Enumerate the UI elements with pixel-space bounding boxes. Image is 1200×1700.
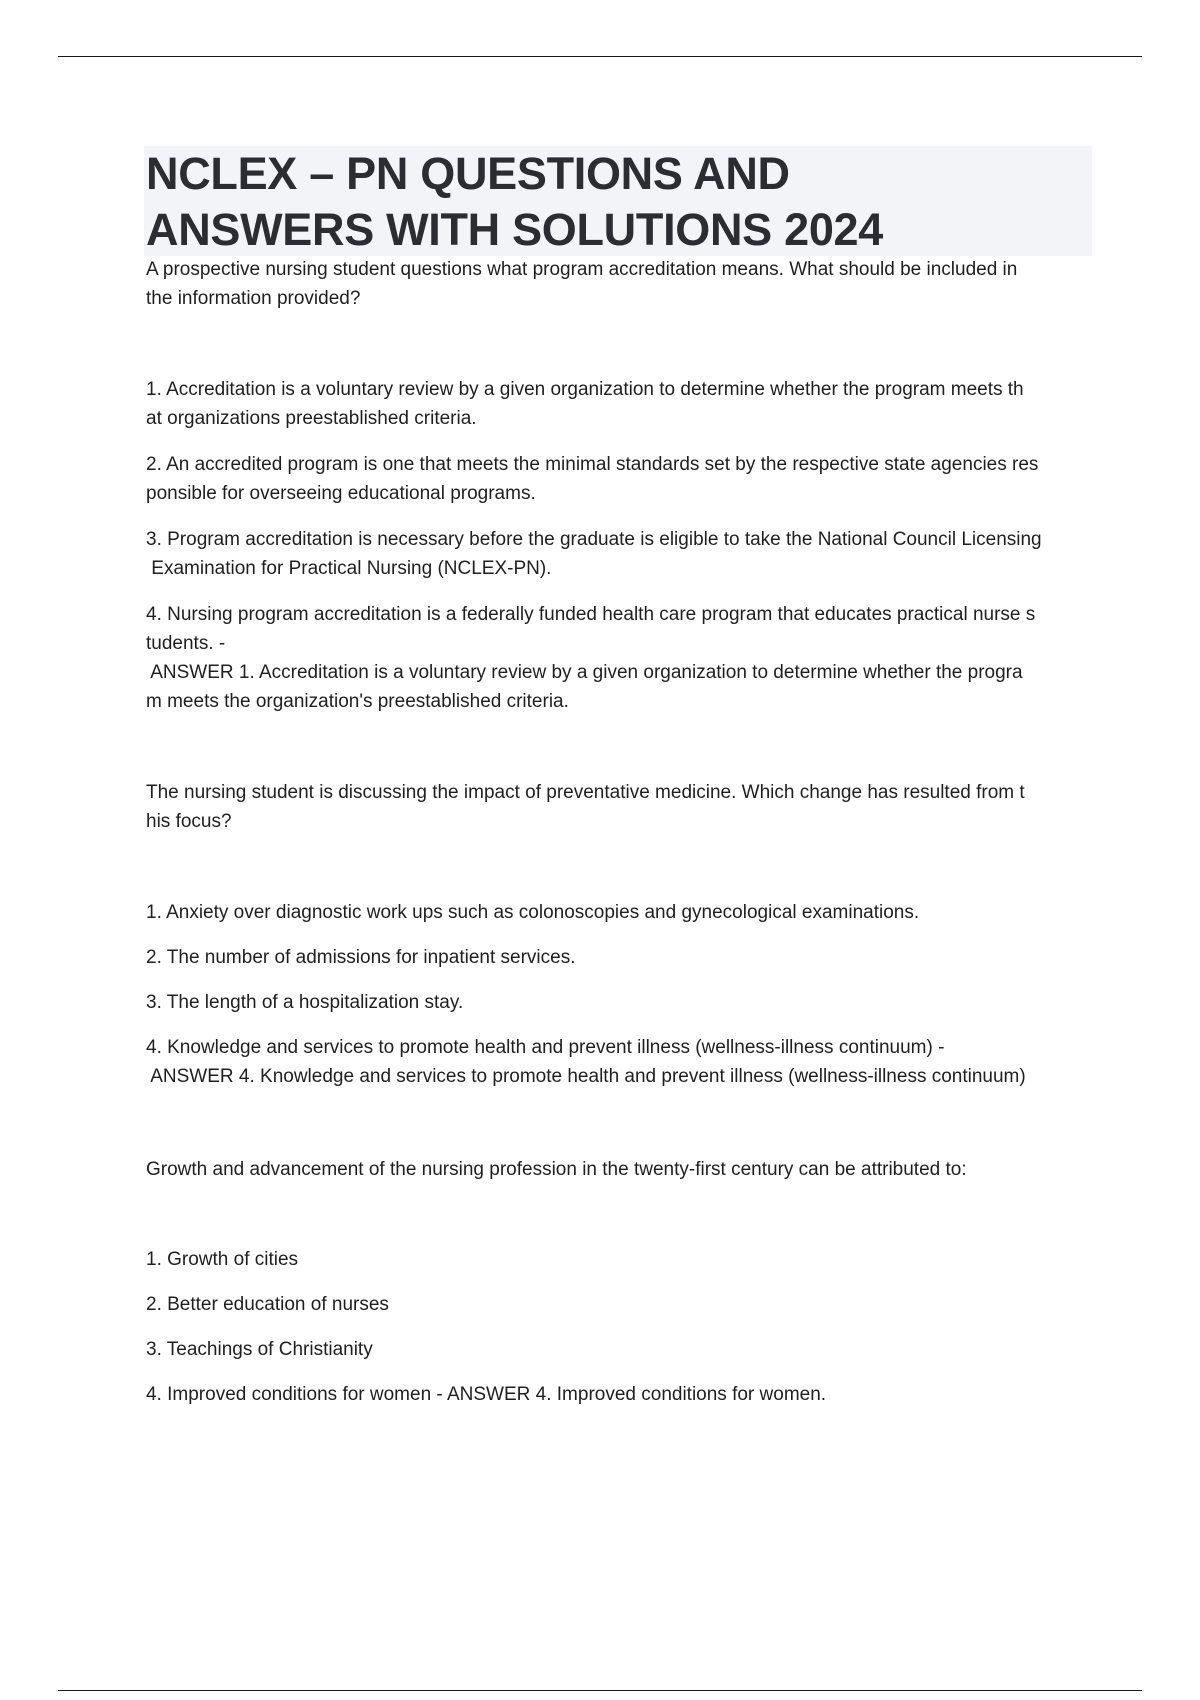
question-1-option-4: 4. Nursing program accreditation is a federally funded health care program that educates practical nurse s tudents. - ANSWER 1. Accreditation is a voluntary review by a given organization to determine whether the progra m meets the organization's preestablished criteria. <box>146 604 1036 712</box>
question-3-option-2: 2. Better education of nurses <box>146 1294 389 1315</box>
document-title <box>146 146 1106 258</box>
bottom-rule <box>58 1690 1142 1691</box>
question-1-option-2: 2. An accredited program is one that meets the minimal standards set by the respective state agencies res ponsible for overseeing educational programs. <box>146 454 1039 504</box>
question-2-option-3: 3. The length of a hospitalization stay. <box>146 992 464 1013</box>
question-1-option-3: 3. Program accreditation is necessary before the graduate is eligible to take the National Council Licensing Examination for Practical Nursing (NCLEX-PN). <box>146 529 1042 579</box>
question-3-option-1: 1. Growth of cities <box>146 1249 299 1270</box>
question-2-option-2: 2. The number of admissions for inpatient services. <box>146 947 576 968</box>
question-3-option-3: 3. Teachings of Christianity <box>146 1339 373 1360</box>
question-1-answer: ANSWER 1. Accreditation is a voluntary review by a given organization to determine whether the progra <box>146 662 1023 683</box>
question-2-option-4: 4. Knowledge and services to promote health and prevent illness (wellness-illness continuum) - ANSWER 4. Knowledge and services to promote health and prevent illness (wellness-illness continuum) <box>146 1037 1026 1087</box>
question-2-option-1: 1. Anxiety over diagnostic work ups such as colonoscopies and gynecological examinations. <box>146 902 920 923</box>
question-3-stem: Growth and advancement of the nursing profession in the twenty-first century can be attributed to: <box>146 1159 967 1180</box>
top-rule <box>58 56 1142 57</box>
question-3-option-4-answer: 4. Improved conditions for women - ANSWER 4. Improved conditions for women. <box>146 1384 827 1405</box>
question-2-stem: The nursing student is discussing the impact of preventative medicine. Which change has resulted from t his focus? <box>146 782 1025 832</box>
question-1-option-1: 1. Accreditation is a voluntary review by a given organization to determine whether the program meets th at organizations preestablished criteria. <box>146 379 1024 429</box>
title-line-1: NCLEX – PN QUESTIONS AND <box>146 148 790 199</box>
title-line-2: ANSWERS WITH SOLUTIONS 2024 <box>146 204 883 255</box>
question-2-answer: ANSWER 4. Knowledge and services to promote health and prevent illness (wellness-illness continuum) <box>146 1066 1026 1087</box>
question-1-stem: A prospective nursing student questions what program accreditation means. What should be included in the information provided? <box>146 259 1018 309</box>
